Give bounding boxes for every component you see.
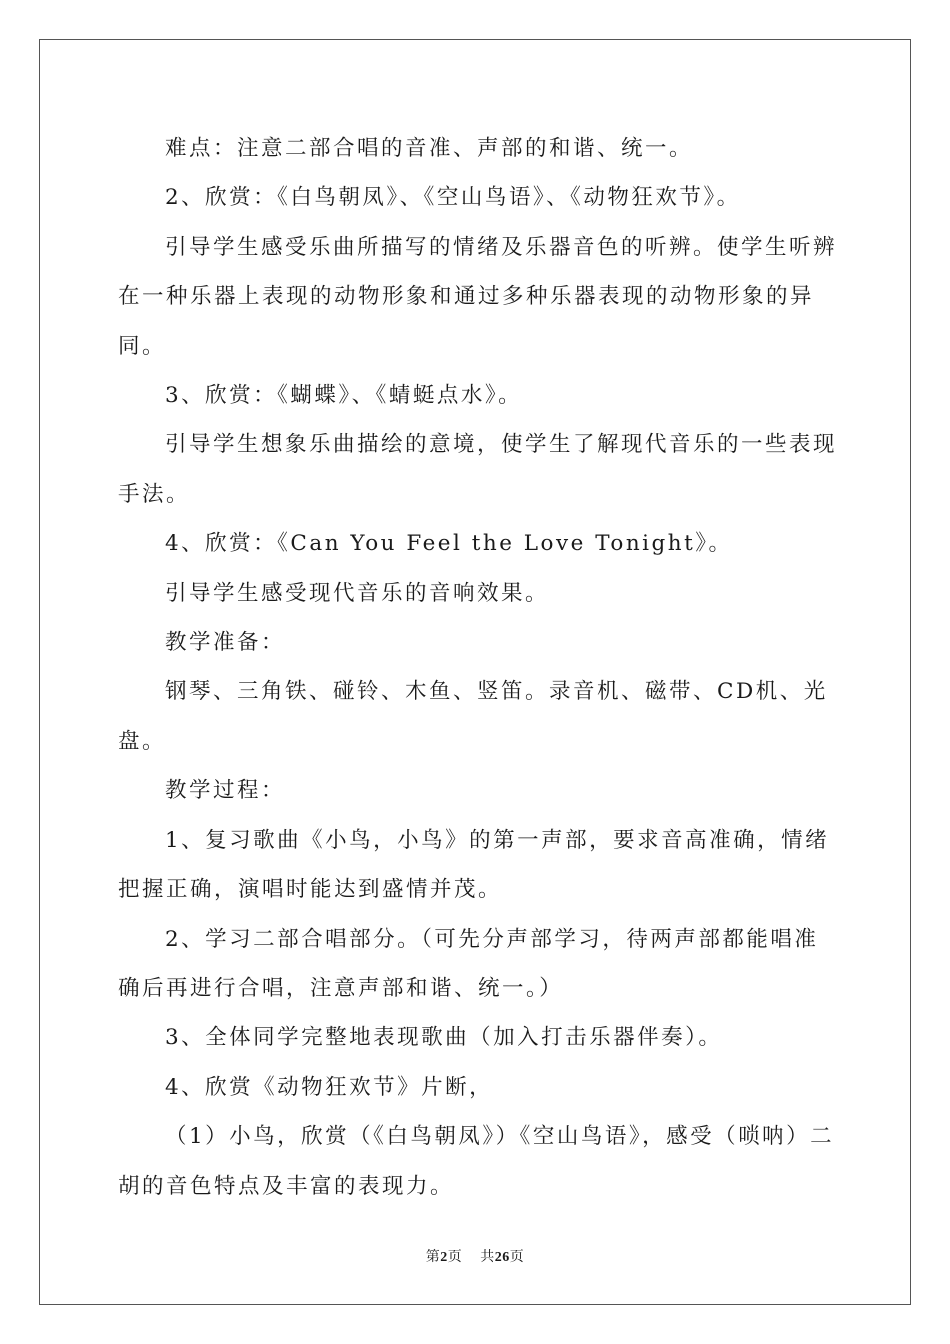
paragraph-process-4: 4、欣赏《动物狂欢节》片断， <box>165 1074 494 1100</box>
paragraph-difficulty: 难点：注意二部合唱的音准、声部的和谐、统一。 <box>165 136 694 161</box>
footer-page-suffix: 页 <box>447 1249 463 1265</box>
footer-page-current: 2 <box>440 1250 448 1265</box>
paragraph-process-4-1: （1）小鸟，欣赏（《白鸟朝凤》）《空山鸟语》，感受（唢呐）二胡的音色特点及丰富的表现力。 <box>118 1124 835 1199</box>
footer-total-prefix: 共 <box>480 1249 495 1265</box>
footer-page-total: 26 <box>494 1250 510 1265</box>
paragraph-guide-4: 引导学生感受现代音乐的音响效果。 <box>165 580 550 606</box>
paragraph-process-1: 1、复习歌曲《小鸟，小鸟》的第一声部，要求音高准确，情绪把握正确，演唱时能达到盛情并茂。 <box>118 827 830 903</box>
paragraph-appreciation-2: 2、欣赏：《白鸟朝凤》、《空山鸟语》、《动物狂欢节》。 <box>165 185 741 211</box>
paragraph-guide-2: 引导学生感受乐曲所描写的情绪及乐器音色的听辨。使学生听辨在一种乐器上表现的动物形象和通过多种乐器表现的动物形象的异同。 <box>118 234 838 359</box>
paragraph-process-3: 3、全体同学完整地表现歌曲（加入打击乐器伴奏）。 <box>165 1025 723 1051</box>
paragraph-appreciation-4: 4、欣赏：《Can You Feel the Love Tonight》。 <box>165 531 733 557</box>
paragraph-guide-3: 引导学生想象乐曲描绘的意境，使学生了解现代音乐的一些表现手法。 <box>118 432 838 507</box>
footer-total-suffix: 页 <box>509 1249 525 1265</box>
document-body <box>118 124 838 1211</box>
heading-teaching-prep: 教学准备： <box>165 630 286 656</box>
page-footer <box>0 1246 950 1266</box>
paragraph-equipment: 钢琴、三角铁、碰铃、木鱼、竖笛。录音机、磁带、CD机、光盘。 <box>118 679 828 754</box>
paragraph-appreciation-3: 3、欣赏：《蝴蝶》、《蜻蜓点水》。 <box>165 383 523 409</box>
heading-teaching-process: 教学过程： <box>165 778 286 804</box>
paragraph-process-2: 2、学习二部合唱部分。（可先分声部学习，待两声部都能唱准确后再进行合唱，注意声部和谐、统一。） <box>118 926 819 1001</box>
footer-page-prefix: 第 <box>425 1249 441 1265</box>
